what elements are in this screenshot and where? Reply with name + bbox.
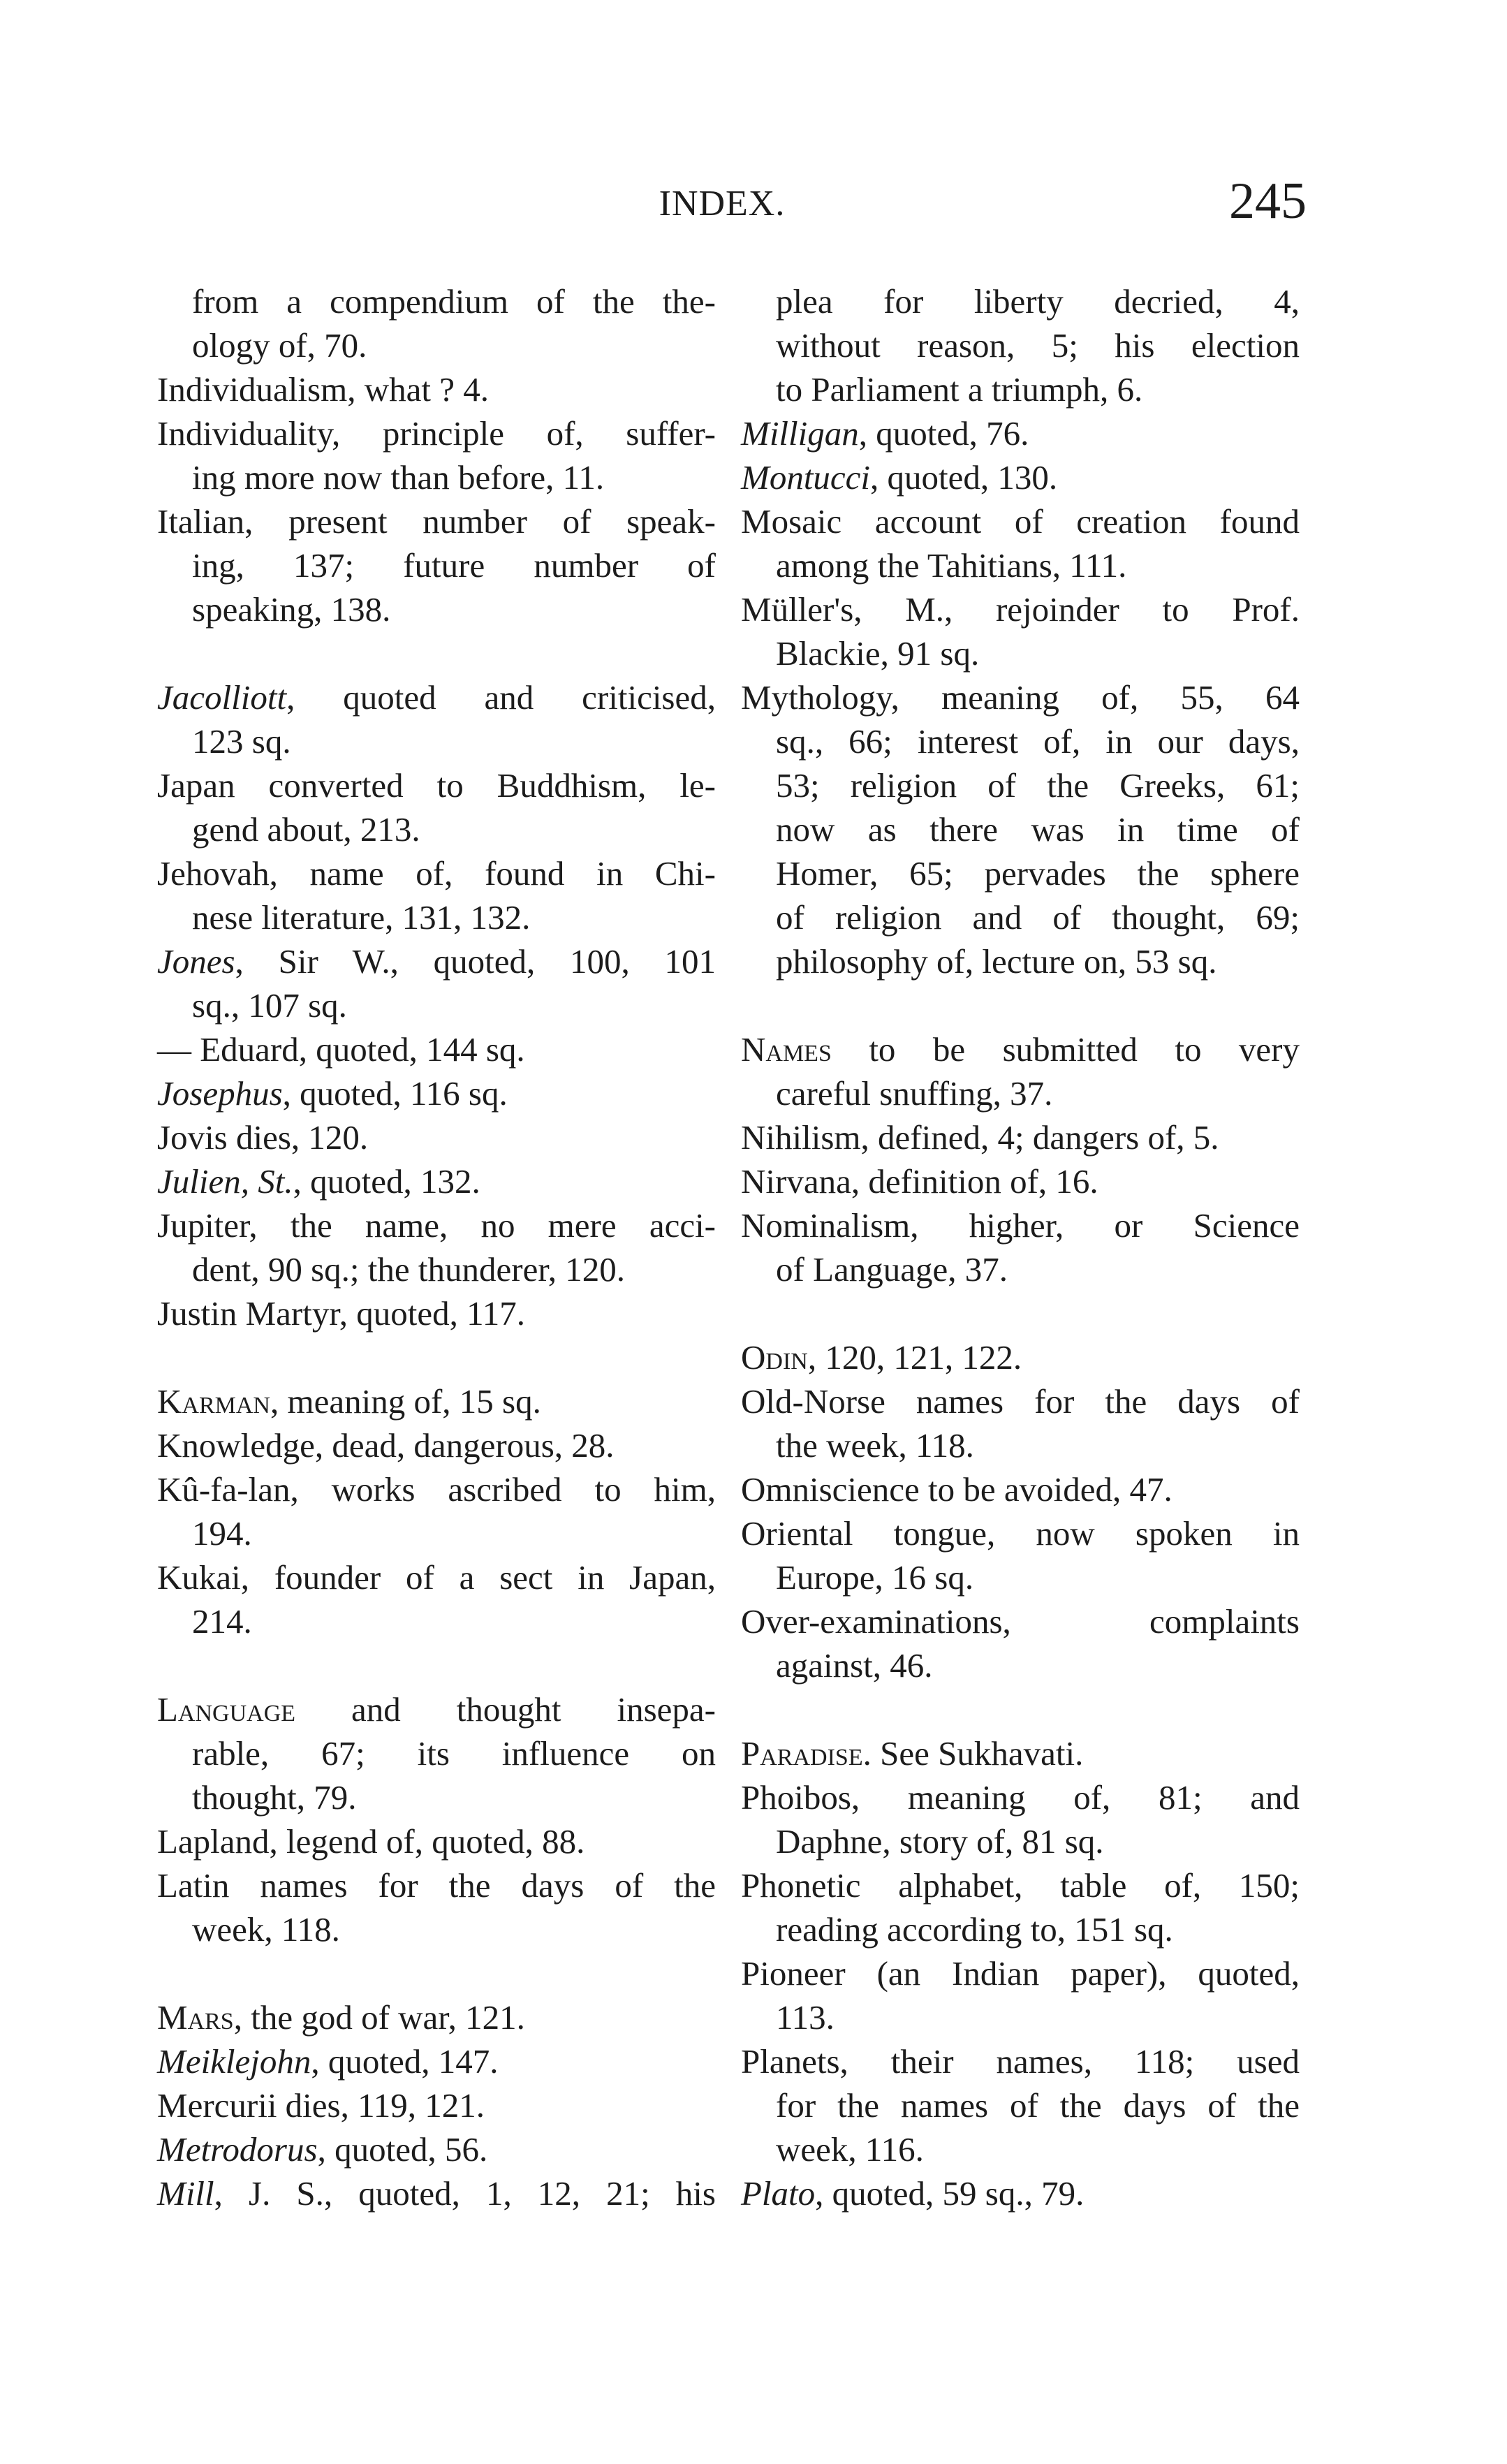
index-entry bbox=[157, 763, 716, 851]
index-column-right bbox=[741, 279, 1300, 2215]
cited-author: Montucci bbox=[741, 458, 871, 497]
index-entry bbox=[157, 939, 716, 1027]
index-entry-line bbox=[157, 1203, 716, 1247]
index-entry-line bbox=[741, 543, 1300, 587]
index-entry bbox=[157, 1687, 716, 1819]
index-entry-line bbox=[157, 587, 716, 631]
entry-text: for the names of the days of the bbox=[776, 2086, 1300, 2125]
entry-text: Italian, present number of speak- bbox=[157, 502, 716, 541]
entry-text: thought, 79. bbox=[192, 1778, 357, 1817]
index-entry-line bbox=[157, 1115, 716, 1159]
headword-small-caps: Names bbox=[741, 1030, 832, 1069]
index-entry-line bbox=[157, 1511, 716, 1555]
entry-text: 214. bbox=[192, 1602, 252, 1641]
cited-author: Jones bbox=[157, 942, 235, 981]
index-entry-line bbox=[741, 1731, 1300, 1775]
index-entry-line bbox=[157, 1247, 716, 1291]
index-entry-line bbox=[157, 1291, 716, 1335]
cited-author: Mill bbox=[157, 2174, 214, 2213]
index-entry bbox=[157, 411, 716, 499]
entry-text: Lapland, legend of, quoted, 88. bbox=[157, 1822, 585, 1861]
entry-text: , quoted, 59 sq., 79. bbox=[815, 2174, 1085, 2213]
section-gap bbox=[741, 1291, 1300, 1335]
entry-text: Mercurii dies, 119, 121. bbox=[157, 2086, 485, 2125]
entry-text: sq., 107 sq. bbox=[192, 986, 347, 1025]
entry-text: philosophy of, lecture on, 53 sq. bbox=[776, 942, 1217, 981]
entry-text: , quoted, 116 sq. bbox=[282, 1074, 508, 1113]
index-entry bbox=[741, 1731, 1300, 1775]
index-entry-line bbox=[157, 895, 716, 939]
index-entry bbox=[741, 1027, 1300, 1115]
index-entry-line bbox=[741, 411, 1300, 455]
section-gap bbox=[741, 1687, 1300, 1731]
index-entry-line bbox=[157, 2039, 716, 2083]
entry-text: careful snuffing, 37. bbox=[776, 1074, 1053, 1113]
index-entry bbox=[741, 1335, 1300, 1379]
index-entry-line bbox=[741, 1115, 1300, 1159]
index-entry-line bbox=[157, 1687, 716, 1731]
headword-small-caps: Karman bbox=[157, 1382, 270, 1421]
index-entry-line bbox=[741, 1599, 1300, 1643]
entry-text: plea for liberty decried, 4, bbox=[776, 282, 1300, 321]
index-entry bbox=[157, 1863, 716, 1951]
index-entry-line bbox=[157, 499, 716, 543]
index-entry bbox=[157, 1203, 716, 1291]
entry-text: of Language, 37. bbox=[776, 1250, 1008, 1289]
entry-text: , quoted, 76. bbox=[858, 414, 1029, 453]
entry-text: ology of, 70. bbox=[192, 326, 367, 365]
entry-text: to Parliament a triumph, 6. bbox=[776, 370, 1143, 409]
entry-text: , quoted, 130. bbox=[870, 458, 1058, 497]
index-entry bbox=[157, 851, 716, 939]
index-entry-line bbox=[741, 675, 1300, 719]
entry-text: Nihilism, defined, 4; dangers of, 5. bbox=[741, 1118, 1219, 1157]
index-entry bbox=[157, 2127, 716, 2171]
index-entry bbox=[741, 1203, 1300, 1291]
index-entry-line bbox=[741, 807, 1300, 851]
index-entry-line bbox=[157, 1599, 716, 1643]
entry-text: Individualism, what ? 4. bbox=[157, 370, 489, 409]
index-entry-line bbox=[157, 939, 716, 983]
entry-text: Over-examinations, complaints bbox=[741, 1602, 1300, 1641]
entry-text: Kukai, founder of a sect in Japan, bbox=[157, 1558, 716, 1597]
entry-text: week, 118. bbox=[192, 1910, 340, 1949]
entry-text: without reason, 5; his election bbox=[776, 326, 1300, 365]
index-entry bbox=[741, 675, 1300, 983]
section-gap bbox=[157, 1643, 716, 1687]
index-entry-line bbox=[741, 323, 1300, 367]
entry-text: , quoted and criticised, bbox=[286, 678, 716, 717]
headword-small-caps: Odin bbox=[741, 1338, 808, 1377]
cited-author: Meiklejohn bbox=[157, 2042, 311, 2081]
entry-text: Nirvana, definition of, 16. bbox=[741, 1162, 1098, 1201]
index-entry-line bbox=[157, 455, 716, 499]
cited-author: Josephus bbox=[157, 1074, 283, 1113]
index-entry bbox=[157, 1467, 716, 1555]
entry-text: 194. bbox=[192, 1514, 252, 1553]
cited-author: Milligan bbox=[741, 414, 859, 453]
index-entry bbox=[157, 1071, 716, 1115]
index-entry-line bbox=[741, 2127, 1300, 2171]
index-entry-line bbox=[741, 1863, 1300, 1907]
index-entry-line bbox=[157, 2171, 716, 2215]
entry-text: and thought insepa- bbox=[295, 1690, 716, 1729]
entry-text: , meaning of, 15 sq. bbox=[270, 1382, 541, 1421]
index-entry-line bbox=[741, 499, 1300, 543]
index-entry bbox=[157, 1115, 716, 1159]
entry-text: , quoted, 132. bbox=[293, 1162, 480, 1201]
index-entry-line bbox=[157, 543, 716, 587]
entry-text: Daphne, story of, 81 sq. bbox=[776, 1822, 1104, 1861]
index-entry bbox=[741, 1775, 1300, 1863]
index-entry-line bbox=[157, 2083, 716, 2127]
index-entry bbox=[741, 1115, 1300, 1159]
section-gap bbox=[741, 983, 1300, 1027]
entry-text: gend about, 213. bbox=[192, 810, 420, 849]
entry-text: — Eduard, quoted, 144 sq. bbox=[157, 1030, 525, 1069]
index-entry-line bbox=[157, 1423, 716, 1467]
index-entry-line bbox=[157, 763, 716, 807]
index-entry-line bbox=[157, 1995, 716, 2039]
index-entry-line bbox=[157, 1863, 716, 1907]
entry-text: Individuality, principle of, suffer- bbox=[157, 414, 716, 453]
entry-text: Japan converted to Buddhism, le- bbox=[157, 766, 716, 805]
index-entry-line bbox=[157, 675, 716, 719]
index-entry bbox=[741, 411, 1300, 455]
entry-text: 53; religion of the Greeks, 61; bbox=[776, 766, 1300, 805]
entry-text: Old-Norse names for the days of bbox=[741, 1382, 1300, 1421]
entry-text: among the Tahitians, 111. bbox=[776, 546, 1127, 585]
index-entry bbox=[157, 2039, 716, 2083]
index-entry-line bbox=[157, 323, 716, 367]
index-entry-line bbox=[741, 631, 1300, 675]
index-entry bbox=[157, 1555, 716, 1643]
cited-author: Julien, St. bbox=[157, 1162, 293, 1201]
headword-small-caps: Mars bbox=[157, 1998, 234, 2037]
index-entry-line bbox=[157, 1071, 716, 1115]
index-entry-line bbox=[741, 1995, 1300, 2039]
index-entry-line bbox=[741, 1511, 1300, 1555]
index-entry-line bbox=[741, 455, 1300, 499]
index-entry-line bbox=[741, 1907, 1300, 1951]
entry-text: Blackie, 91 sq. bbox=[776, 634, 980, 673]
index-entry-line bbox=[741, 1159, 1300, 1203]
index-entry-line bbox=[741, 895, 1300, 939]
index-entry bbox=[741, 279, 1300, 411]
entry-text: Kû-fa-lan, works ascribed to him, bbox=[157, 1470, 716, 1509]
index-entry bbox=[157, 367, 716, 411]
index-entry-line bbox=[741, 1643, 1300, 1687]
entry-text: now as there was in time of bbox=[776, 810, 1300, 849]
entry-text: Nominalism, higher, or Science bbox=[741, 1206, 1300, 1245]
cited-author: Jacolliott bbox=[157, 678, 287, 717]
entry-text: reading according to, 151 sq. bbox=[776, 1910, 1173, 1949]
entry-text: Planets, their names, 118; used bbox=[741, 2042, 1300, 2081]
index-entry-line bbox=[741, 2039, 1300, 2083]
index-entry bbox=[157, 1819, 716, 1863]
entry-text: ing more now than before, 11. bbox=[192, 458, 605, 497]
index-entry-line bbox=[741, 1555, 1300, 1599]
entry-text: Pioneer (an Indian paper), quoted, bbox=[741, 1954, 1300, 1993]
index-entry bbox=[741, 2039, 1300, 2171]
entry-text: Mosaic account of creation found bbox=[741, 502, 1300, 541]
index-entry bbox=[741, 1159, 1300, 1203]
index-entry-line bbox=[157, 1775, 716, 1819]
index-entry-line bbox=[157, 1159, 716, 1203]
index-entry-line bbox=[157, 1555, 716, 1599]
index-entry-line bbox=[741, 1819, 1300, 1863]
entry-text: Homer, 65; pervades the sphere bbox=[776, 854, 1300, 893]
entry-text: Jovis dies, 120. bbox=[157, 1118, 369, 1157]
index-entry-line bbox=[157, 1819, 716, 1863]
index-entry-line bbox=[741, 1775, 1300, 1819]
index-entry-line bbox=[157, 851, 716, 895]
index-entry-line bbox=[741, 1027, 1300, 1071]
entry-text: ing, 137; future number of bbox=[192, 546, 716, 585]
index-entry-line bbox=[157, 279, 716, 323]
index-entry-line bbox=[157, 411, 716, 455]
entry-text: to be submitted to very bbox=[831, 1030, 1300, 1069]
index-entry-line bbox=[741, 1203, 1300, 1247]
entry-text: 113. bbox=[776, 1998, 835, 2037]
index-entry-line bbox=[741, 1467, 1300, 1511]
entry-text: Jupiter, the name, no mere acci- bbox=[157, 1206, 716, 1245]
entry-text: Omniscience to be avoided, 47. bbox=[741, 1470, 1172, 1509]
index-entry-line bbox=[741, 1951, 1300, 1995]
index-entry-line bbox=[157, 1731, 716, 1775]
entry-text: Jehovah, name of, found in Chi- bbox=[157, 854, 716, 893]
index-entry-line bbox=[741, 2083, 1300, 2127]
entry-text: 123 sq. bbox=[192, 722, 291, 761]
index-entry bbox=[157, 499, 716, 631]
entry-text: , quoted, 147. bbox=[311, 2042, 499, 2081]
entry-text: , quoted, 56. bbox=[317, 2130, 488, 2169]
index-column-left bbox=[157, 279, 716, 2215]
entry-text: , 120, 121, 122. bbox=[807, 1338, 1022, 1377]
index-entry-line bbox=[741, 1379, 1300, 1423]
index-entry-line bbox=[157, 983, 716, 1027]
index-entry-line bbox=[157, 719, 716, 763]
index-entry-line bbox=[157, 807, 716, 851]
running-header-title: INDEX. bbox=[659, 184, 786, 223]
entry-text: Justin Martyr, quoted, 117. bbox=[157, 1294, 526, 1333]
index-entry bbox=[157, 279, 716, 367]
index-entry bbox=[741, 455, 1300, 499]
entry-text: , the god of war, 121. bbox=[233, 1998, 525, 2037]
index-entry bbox=[741, 1951, 1300, 2039]
index-entry-line bbox=[157, 2127, 716, 2171]
entry-text: rable, 67; its influence on bbox=[192, 1734, 716, 1773]
index-entry-line bbox=[157, 1027, 716, 1071]
entry-text: week, 116. bbox=[776, 2130, 924, 2169]
index-entry bbox=[157, 1159, 716, 1203]
entry-text: sq., 66; interest of, in our days, bbox=[776, 722, 1300, 761]
index-entry-line bbox=[741, 2171, 1300, 2215]
index-entry bbox=[741, 499, 1300, 587]
index-entry bbox=[157, 1379, 716, 1423]
index-entry bbox=[741, 1467, 1300, 1511]
entry-text: of religion and of thought, 69; bbox=[776, 898, 1300, 937]
index-entry bbox=[157, 1995, 716, 2039]
index-entry-line bbox=[157, 1379, 716, 1423]
index-entry bbox=[741, 1379, 1300, 1467]
index-entry bbox=[157, 2083, 716, 2127]
index-entry-line bbox=[741, 587, 1300, 631]
entry-text: the week, 118. bbox=[776, 1426, 974, 1465]
index-entry-line bbox=[157, 1907, 716, 1951]
index-entry bbox=[157, 1423, 716, 1467]
entry-text: Latin names for the days of the bbox=[157, 1866, 716, 1905]
index-entry bbox=[741, 2171, 1300, 2215]
entry-text: Oriental tongue, now spoken in bbox=[741, 1514, 1300, 1553]
entry-text: Knowledge, dead, dangerous, 28. bbox=[157, 1426, 615, 1465]
entry-text: speaking, 138. bbox=[192, 590, 391, 629]
index-entry bbox=[157, 2171, 716, 2215]
index-entry-line bbox=[741, 279, 1300, 323]
index-entry bbox=[741, 1511, 1300, 1599]
entry-text: against, 46. bbox=[776, 1646, 933, 1685]
index-entry bbox=[157, 1291, 716, 1335]
cited-author: Plato bbox=[741, 2174, 816, 2213]
page-number: 245 bbox=[1229, 173, 1307, 230]
cited-author: Metrodorus bbox=[157, 2130, 318, 2169]
section-gap bbox=[157, 631, 716, 675]
entry-text: Müller's, M., rejoinder to Prof. bbox=[741, 590, 1300, 629]
index-entry-line bbox=[157, 367, 716, 411]
entry-text: Mythology, meaning of, 55, 64 bbox=[741, 678, 1300, 717]
entry-text: . See Sukhavati. bbox=[862, 1734, 1084, 1773]
index-entry bbox=[741, 1863, 1300, 1951]
entry-text: , Sir W., quoted, 100, 101 bbox=[235, 942, 716, 981]
entry-text: Phoibos, meaning of, 81; and bbox=[741, 1778, 1300, 1817]
index-entry-line bbox=[741, 851, 1300, 895]
index-entry bbox=[741, 1599, 1300, 1687]
index-entry-line bbox=[741, 1071, 1300, 1115]
index-entry-line bbox=[741, 719, 1300, 763]
section-gap bbox=[157, 1951, 716, 1995]
index-entry-line bbox=[157, 1467, 716, 1511]
entry-text: Europe, 16 sq. bbox=[776, 1558, 974, 1597]
entry-text: from a compendium of the the- bbox=[192, 282, 716, 321]
section-gap bbox=[157, 1335, 716, 1379]
index-entry-line bbox=[741, 1335, 1300, 1379]
index-entry-line bbox=[741, 939, 1300, 983]
index-entry bbox=[741, 587, 1300, 675]
index-entry bbox=[157, 675, 716, 763]
entry-text: Phonetic alphabet, table of, 150; bbox=[741, 1866, 1300, 1905]
headword-small-caps: Language bbox=[157, 1690, 296, 1729]
index-entry-line bbox=[741, 763, 1300, 807]
index-entry-line bbox=[741, 1423, 1300, 1467]
index-entry-line bbox=[741, 367, 1300, 411]
index-entry bbox=[157, 1027, 716, 1071]
entry-text: dent, 90 sq.; the thunderer, 120. bbox=[192, 1250, 625, 1289]
index-entry-line bbox=[741, 1247, 1300, 1291]
entry-text: nese literature, 131, 132. bbox=[192, 898, 531, 937]
headword-small-caps: Paradise bbox=[741, 1734, 863, 1773]
entry-text: , J. S., quoted, 1, 12, 21; his bbox=[214, 2174, 716, 2213]
